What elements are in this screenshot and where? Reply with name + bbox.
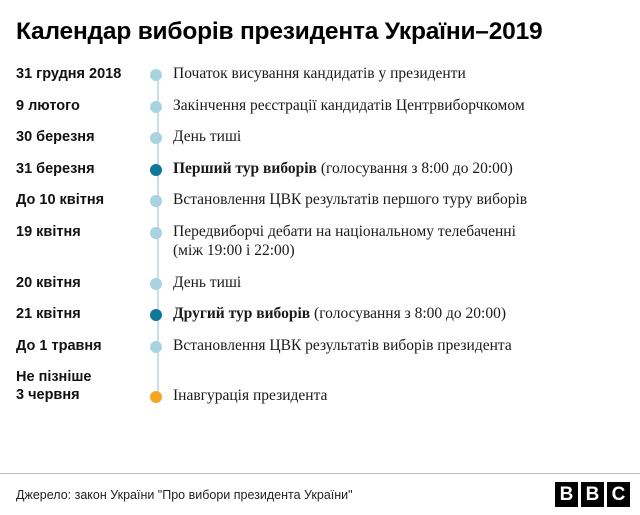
bbc-logo xyxy=(555,482,630,507)
timeline-row xyxy=(16,126,640,158)
timeline-description-text: День тиші xyxy=(173,273,242,291)
timeline-date: 9 лютого xyxy=(16,97,80,114)
bbc-logo-letter: C xyxy=(607,482,630,507)
timeline-dot-icon xyxy=(150,278,162,290)
timeline-description-highlight: Другий тур виборів xyxy=(173,305,311,322)
timeline-description xyxy=(173,158,640,179)
timeline-date: До 1 травня xyxy=(16,337,102,354)
timeline-dot-icon xyxy=(150,195,162,207)
timeline-dot-cell xyxy=(145,189,173,221)
timeline-description-text: День тиші xyxy=(173,128,242,145)
timeline-dot-cell xyxy=(145,63,173,95)
timeline-description xyxy=(173,189,640,210)
timeline-date-line2: 3 червня xyxy=(16,387,80,403)
timeline-description xyxy=(173,366,640,406)
timeline-description xyxy=(173,95,640,116)
timeline-description-text: (голосування з 8:00 до 20:00) xyxy=(316,159,513,177)
timeline-row-inauguration xyxy=(16,366,640,414)
timeline-description xyxy=(173,335,640,356)
timeline-description-text: Встановлення ЦВК результатів першого туру виборів xyxy=(173,191,528,208)
timeline-dot-cell xyxy=(145,335,173,367)
timeline-dot-icon xyxy=(150,309,162,321)
timeline-date: 20 квітня xyxy=(16,274,81,291)
timeline-row xyxy=(16,335,640,367)
timeline-row xyxy=(16,63,640,95)
timeline-description-text: Інавгурація президента xyxy=(173,387,328,404)
timeline-description-text: Закінчення реєстрації кандидатів Центрвиборчкомом xyxy=(173,96,525,114)
timeline-description-text: Початок висування кандидатів у президенти xyxy=(173,65,466,82)
timeline-description-text: Встановлення ЦВК результатів виборів президента xyxy=(173,336,512,354)
timeline-row xyxy=(16,95,640,127)
timeline-dot-cell xyxy=(145,303,173,335)
timeline-date-line1: Не пізніше xyxy=(16,369,92,385)
bbc-logo-letter: B xyxy=(555,482,578,507)
timeline-row-first-round xyxy=(16,158,640,190)
timeline-dot-icon xyxy=(150,101,162,113)
timeline-dot-cell xyxy=(145,272,173,304)
timeline-date xyxy=(16,366,145,404)
timeline-description-text: (голосування з 8:00 до 20:00) xyxy=(310,305,507,322)
timeline-date: 31 грудня 2018 xyxy=(16,66,122,82)
timeline-description-subtext: (між 19:00 і 22:00) xyxy=(173,242,295,259)
timeline-dot-cell xyxy=(145,366,173,414)
timeline-dot-icon xyxy=(150,391,162,403)
bbc-logo-letter: B xyxy=(581,482,604,507)
timeline-description xyxy=(173,303,640,324)
timeline-description-highlight: Перший тур виборів xyxy=(173,159,317,177)
timeline-dot-icon xyxy=(150,132,162,144)
timeline-date: До 10 квітня xyxy=(16,192,105,208)
timeline-dot-icon xyxy=(150,227,162,239)
timeline-date: 30 березня xyxy=(16,129,95,145)
timeline-description xyxy=(173,272,640,293)
timeline-date: 19 квітня xyxy=(16,223,81,240)
timeline-dot-icon xyxy=(150,341,162,353)
timeline-dot-cell xyxy=(145,221,173,272)
timeline-description xyxy=(173,221,640,261)
timeline-row xyxy=(16,221,640,272)
timeline-dot-cell xyxy=(145,95,173,127)
timeline-row xyxy=(16,189,640,221)
timeline-date: 31 березня xyxy=(16,160,95,177)
timeline-dot-cell xyxy=(145,158,173,190)
timeline-description-text: Передвиборчі дебати на національному телебаченні xyxy=(173,222,516,240)
timeline-date: 21 квітня xyxy=(16,306,81,322)
footer xyxy=(0,473,640,515)
timeline-dot-cell xyxy=(145,126,173,158)
source-note: Джерело: закон України "Про вибори президента України" xyxy=(16,487,353,502)
timeline-dot-icon xyxy=(150,69,162,81)
timeline-row-second-round xyxy=(16,303,640,335)
timeline-description xyxy=(173,63,640,84)
timeline-dot-icon xyxy=(150,164,162,176)
page-title: Календар виборів президента України–2019 xyxy=(16,18,543,45)
timeline-row xyxy=(16,272,640,304)
timeline xyxy=(0,63,640,414)
timeline-description xyxy=(173,126,640,147)
